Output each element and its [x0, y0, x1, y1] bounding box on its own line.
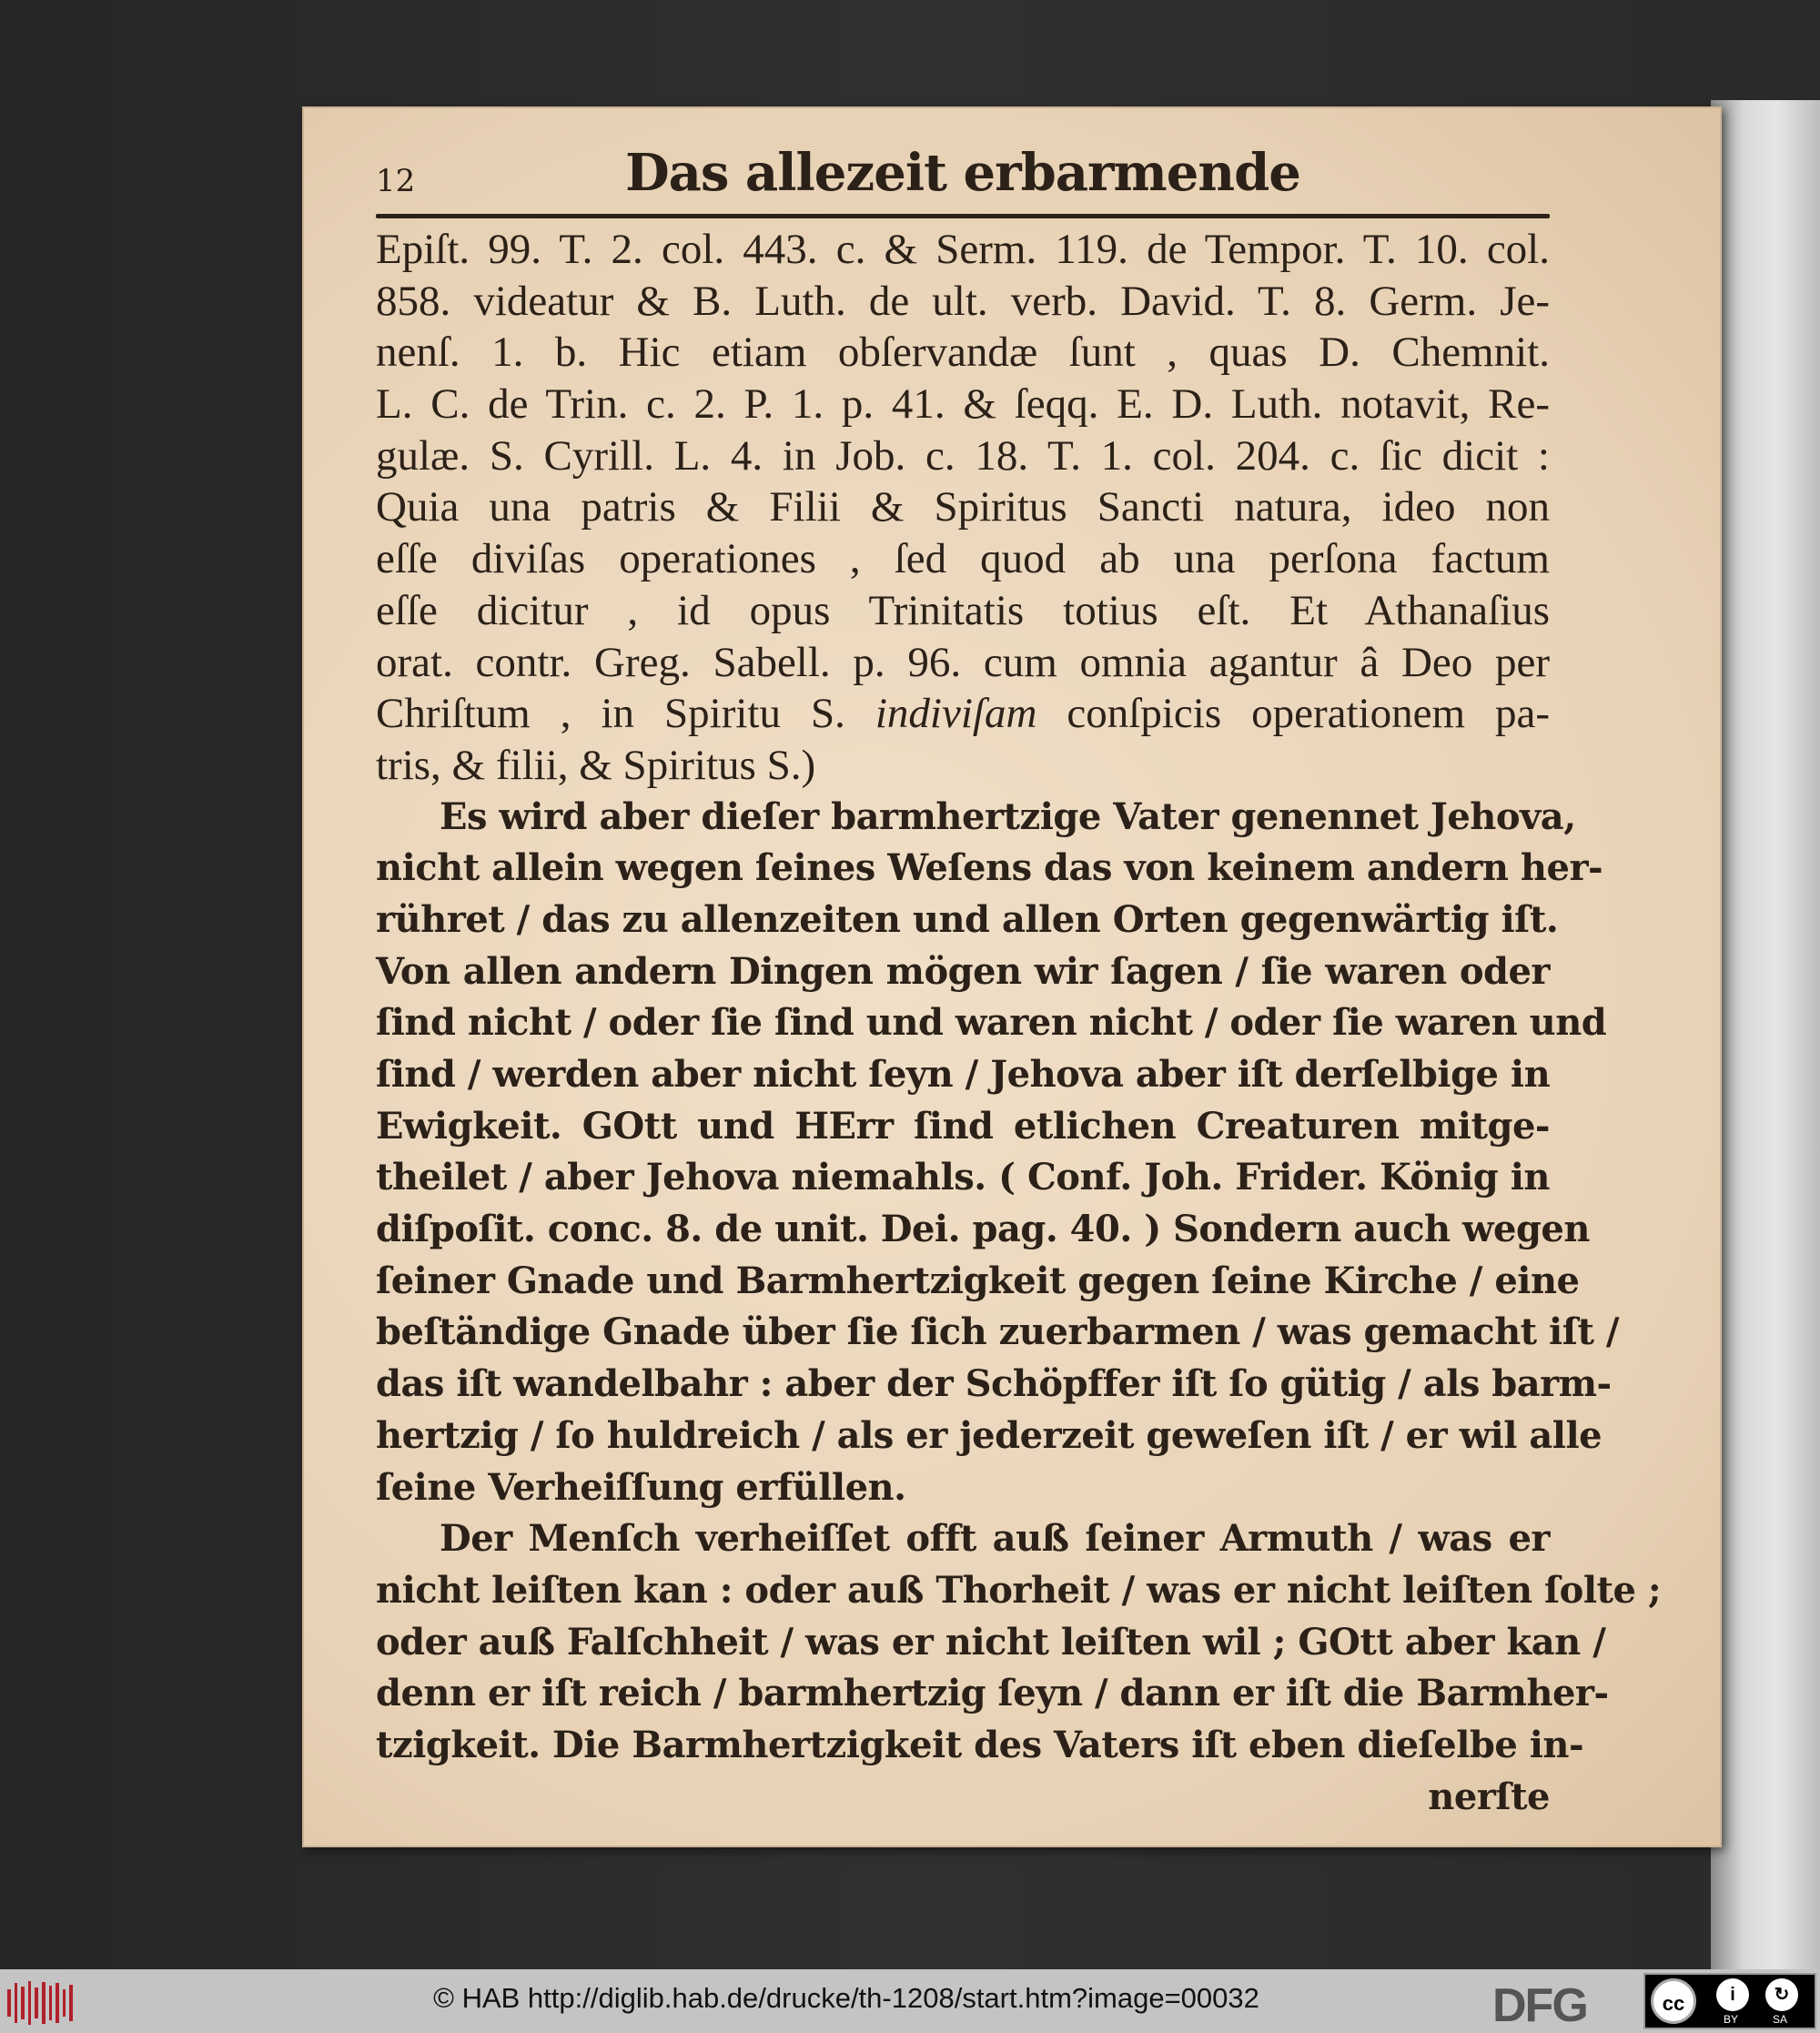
attribution-icon: i	[1716, 1978, 1749, 2011]
header-rule	[376, 214, 1550, 218]
text-line: das iſt wandelbahr : aber der Schöpffer iſt ſo gütig / als barm-	[376, 1362, 1612, 1406]
text-line	[376, 688, 1550, 740]
catchword: nerſte	[1428, 1775, 1550, 1818]
book-page	[302, 106, 1722, 1847]
text-line: beſtändige Gnade über ſie ſich zuerbarmen / was gemacht iſt /	[376, 1310, 1619, 1354]
latin-citation-block	[376, 224, 1550, 792]
text-line: Der Menſch verheiſſet offt auß ſeiner Armuth / was er	[440, 1517, 1550, 1561]
page-header	[376, 143, 1550, 207]
running-title: Das allezeit erbarmende	[625, 143, 1300, 203]
page-number: 12	[376, 163, 416, 199]
text-line: hertzig / ſo huldreich / als er jederzeit geweſen iſt / er wil alle	[376, 1413, 1603, 1457]
text-line: ſeine Verheiſſung erfüllen.	[376, 1465, 906, 1509]
italic-word: indiviſam	[875, 690, 1037, 738]
cc-license-badge[interactable]	[1643, 1973, 1816, 2029]
text-line: gulæ. S. Cyrill. L. 4. in Job. c. 18. T. 1. col. 204. c. ſic dicit :	[376, 431, 1550, 480]
paragraph-1	[376, 792, 1619, 1514]
share-alike-icon: ↻	[1765, 1978, 1798, 2011]
text-line: rühret / das zu allenzeiten und allen Orten gegenwärtig iſt.	[376, 897, 1559, 941]
dfg-logo: DFG	[1492, 1979, 1587, 2032]
text-line: nicht allein wegen ſeines Weſens das von keinem andern her-	[376, 846, 1603, 890]
text-line: 858. videatur & B. Luth. de ult. verb. David. T. 8. Germ. Je-	[376, 277, 1550, 325]
text-line: diſpoſit. conc. 8. de unit. Dei. pag. 40. ) Sondern auch wegen	[376, 1208, 1590, 1251]
text-line: eſſe dicitur , id opus Trinitatis totius eſt. Et Athanaſius	[376, 586, 1550, 634]
adjacent-page-edge	[1711, 100, 1820, 1969]
text-line: theilet / aber Jehova niemahls. ( Conf. Joh. Frider. König in	[376, 1156, 1550, 1199]
paragraph-2	[376, 1513, 1662, 1823]
text-line: Es wird aber dieſer barmhertzige Vater genennet Jehova,	[440, 794, 1576, 838]
footer-bar	[0, 1969, 1820, 2033]
by-label: BY	[1724, 2013, 1739, 2026]
text-line: tzigkeit. Die Barmhertzigkeit des Vaters iſt eben dieſelbe in-	[376, 1723, 1584, 1766]
text-line: Quia una patris & Filii & Spiritus Sancti natura, ideo non	[376, 483, 1550, 531]
page-content	[376, 143, 1662, 1823]
text-line: nenſ. 1. b. Hic etiam obſervandæ ſunt , quas D. Chemnit.	[376, 329, 1550, 377]
text-line: ſind nicht / oder ſie ſind und waren nicht / oder ſie waren und	[376, 1001, 1607, 1045]
text-line: ſind / werden aber nicht ſeyn / Jehova aber iſt derſelbige in	[376, 1053, 1551, 1096]
text-span: conſpicis operationem pa-	[1067, 690, 1551, 738]
text-line: denn er iſt reich / barmhertzig ſeyn / dann er iſt die Barmher-	[376, 1672, 1609, 1715]
text-line: nicht leiſten kan : oder auß Thorheit / was er nicht leiſten ſolte ;	[376, 1568, 1662, 1612]
source-link[interactable]: © HAB http://diglib.hab.de/drucke/th-1208/start.htm?image=00032	[433, 1982, 1259, 2014]
text-line: Von allen andern Dingen mögen wir ſagen / ſie waren oder	[376, 949, 1550, 993]
text-line: orat. contr. Greg. Sabell. p. 96. cum omnia agantur â Deo per	[376, 638, 1550, 686]
sa-label: SA	[1773, 2013, 1788, 2026]
text-line: Ewigkeit. GOtt und HErr ſind etlichen Creaturen mitge-	[376, 1104, 1550, 1148]
text-line: L. C. de Trin. c. 2. P. 1. p. 41. & ſeqq. E. D. Luth. notavit, Re-	[376, 380, 1550, 429]
cc-icon: cc	[1651, 1978, 1696, 2024]
text-line: tris, & filii, & Spiritus S.)	[376, 741, 816, 789]
text-line: eſſe diviſas operationes , ſed quod ab una perſona factum	[376, 535, 1550, 583]
text-line: ſeiner Gnade und Barmhertzigkeit gegen ſeine Kirche / eine	[376, 1259, 1580, 1302]
text-line: Epiſt. 99. T. 2. col. 443. c. & Serm. 119. de Tempor. T. 10. col.	[376, 226, 1550, 273]
text-line: oder auß Falſchheit / was er nicht leiſten wil ; GOtt aber kan /	[376, 1620, 1606, 1664]
text-span: Chriſtum , in Spiritu S.	[376, 690, 845, 738]
